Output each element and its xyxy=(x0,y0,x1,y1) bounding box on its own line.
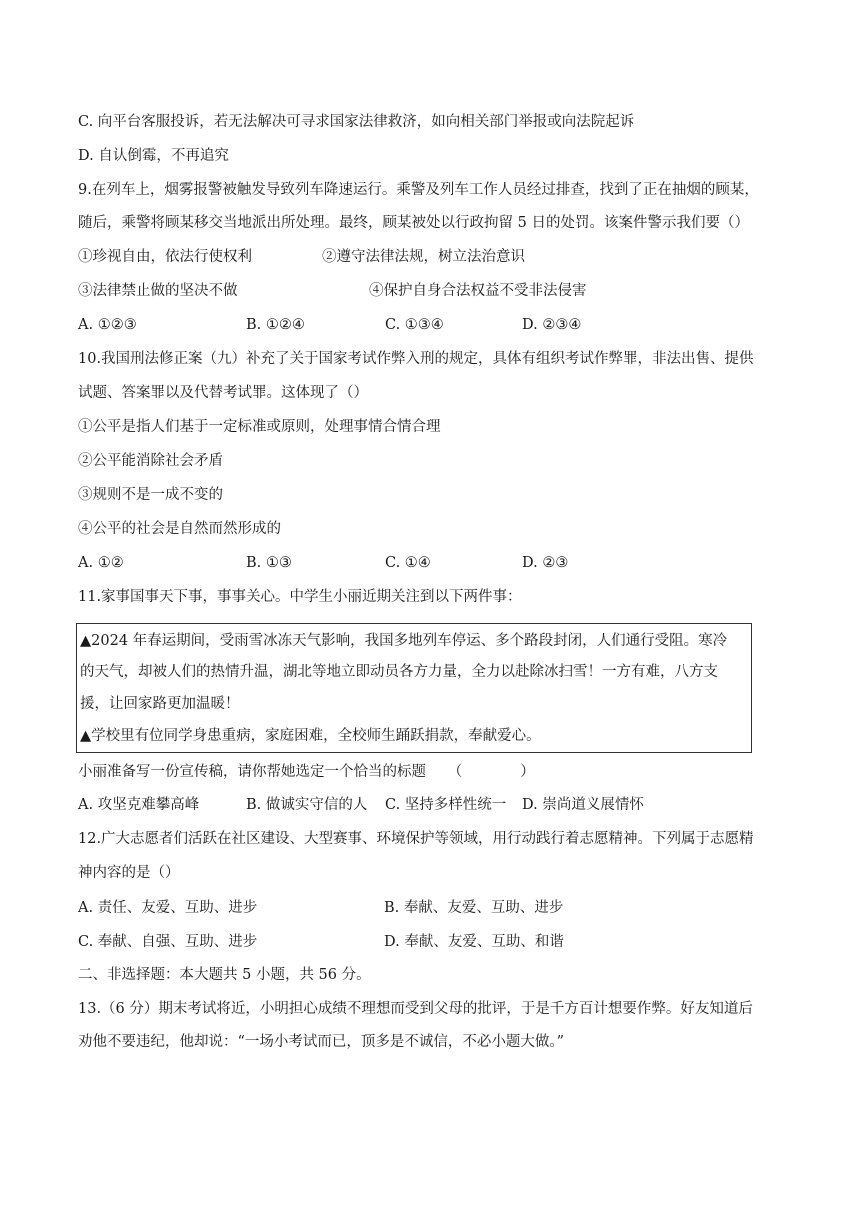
q12-stem-line-2: 神内容的是（） xyxy=(78,865,180,881)
q9-options xyxy=(78,315,798,335)
q13-stem-line-2: 劝他不要违纪，他却说：“一场小考试而已，顶多是不诚信，不必小题大做。” xyxy=(78,1034,565,1050)
q10-item-2: ②公平能消除社会矛盾 xyxy=(78,453,223,469)
q11-box-line-2: 的天气，却被人们的热情升温，湖北等地立即动员各方力量，全力以赴除冰扫雪！一方有难，八方支 xyxy=(80,664,718,680)
q9-item-4: ④保护自身合法权益不受非法侵害 xyxy=(369,283,587,299)
q10-option-b[interactable]: B. ①③ xyxy=(246,555,292,571)
q12-option-b[interactable]: B. 奉献、友爱、互助、进步 xyxy=(384,900,564,916)
q11-material-box xyxy=(76,623,752,753)
q12-options-row-2 xyxy=(78,932,798,952)
q12-options-row-1 xyxy=(78,898,798,918)
q9-option-a[interactable]: A. ①②③ xyxy=(78,317,137,333)
q8-option-c: C. 向平台客服投诉，若无法解决可寻求国家法律救济，如向相关部门举报或向法院起诉 xyxy=(78,114,635,130)
q10-options xyxy=(78,553,798,573)
q10-stem-line-2: 试题、答案罪以及代替考试罪。这体现了（） xyxy=(78,385,368,401)
q10-item-4: ④公平的社会是自然而然形成的 xyxy=(78,521,281,537)
q10-item-1: ①公平是指人们基于一定标准或原则，处理事情合情合理 xyxy=(78,419,441,435)
q9-option-b[interactable]: B. ①②④ xyxy=(246,317,305,333)
q11-option-a[interactable]: A. 攻坚克难攀高峰 xyxy=(78,797,200,813)
q11-box-line-4: ▲学校里有位同学身患重病，家庭困难，全校师生踊跃捐款，奉献爱心。 xyxy=(80,728,541,744)
q9-item-2: ②遵守法律法规，树立法治意识 xyxy=(322,249,525,265)
q11-stem: 11.家事国事天下事，事事关心。中学生小丽近期关注到以下两件事： xyxy=(78,589,522,605)
q12-option-d[interactable]: D. 奉献、友爱、互助、和谐 xyxy=(384,934,564,950)
q12-stem-line-1: 12.广大志愿者们活跃在社区建设、大型赛事、环境保护等领域，用行动践行着志愿精神。下列属于志愿精 xyxy=(78,831,754,847)
section-heading-non-choice: 二、非选择题：本大题共 5 小题，共 56 分。 xyxy=(78,967,371,983)
q8-option-d: D. 自认倒霉，不再追究 xyxy=(78,148,229,164)
q9-stem-line-1: 9.在列车上，烟雾报警被触发导致列车降速运行。乘警及列车工作人员经过排查，找到了正在抽烟的顾某， xyxy=(78,182,759,198)
q10-option-a[interactable]: A. ①② xyxy=(78,555,124,571)
q13-stem-line-1: 13.（6 分）期末考试将近，小明担心成绩不理想而受到父母的批评，于是千方百计想要作弊。好友知道后 xyxy=(78,1001,753,1017)
q10-item-3: ③规则不是一成不变的 xyxy=(78,487,223,503)
q11-prompt: 小丽准备写一份宣传稿，请你帮她选定一个恰当的标题 （ ） xyxy=(78,764,535,780)
q11-option-d[interactable]: D. 崇尚道义展情怀 xyxy=(522,797,644,813)
q11-box-line-3: 援，让回家路更加温暖！ xyxy=(80,696,240,712)
q10-option-d[interactable]: D. ②③ xyxy=(522,555,569,571)
q11-option-b[interactable]: B. 做诚实守信的人 xyxy=(246,797,368,813)
q9-item-1: ①珍视自由，依法行使权利 xyxy=(78,249,252,265)
q10-option-c[interactable]: C. ①④ xyxy=(385,555,431,571)
q10-stem-line-1: 10.我国刑法修正案（九）补充了关于国家考试作弊入刑的规定，具体有组织考试作弊罪，非法出售、提供 xyxy=(78,351,754,367)
q9-item-3: ③法律禁止做的坚决不做 xyxy=(78,283,238,299)
q12-option-a[interactable]: A. 责任、友爱、互助、进步 xyxy=(78,900,258,916)
q11-option-c[interactable]: C. 坚持多样性统一 xyxy=(385,797,507,813)
q9-option-c[interactable]: C. ①③④ xyxy=(385,317,444,333)
q9-stem-line-2: 随后，乘警将顾某移交当地派出所处理。最终，顾某被处以行政拘留 5 日的处罚。该案件警示我们要（） xyxy=(78,215,749,231)
q12-option-c[interactable]: C. 奉献、自强、互助、进步 xyxy=(78,934,258,950)
q11-options xyxy=(78,795,798,815)
q9-option-d[interactable]: D. ②③④ xyxy=(522,317,582,333)
q11-box-line-1: ▲2024 年春运期间，受雨雪冰冻天气影响，我国多地列车停运、多个路段封闭，人们通行受阻。寒冷 xyxy=(80,633,728,649)
